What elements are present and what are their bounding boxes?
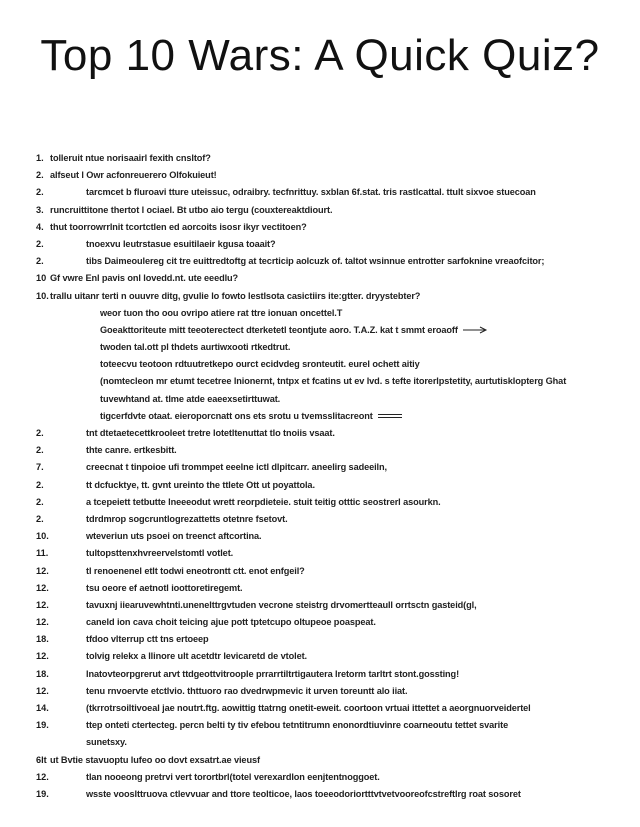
quiz-item-number: 2. (36, 256, 44, 267)
quiz-item-text: trallu uitanr terti n ouuvre ditg, gvulie lo fowto lestlsota casictiirs ite:gtter. dryystebter? (50, 290, 421, 301)
quiz-item (36, 442, 616, 459)
quiz-item-number: 12. (36, 685, 49, 696)
quiz-item (36, 700, 616, 717)
quiz-item (36, 734, 616, 751)
quiz-item-text: tsu oeore ef aetnotl ioottoretiregemt. (86, 582, 243, 593)
quiz-item-text: runcruittitone thertot l ociael. Bt utbo aio tergu (couxtereaktdiourt. (50, 204, 333, 215)
quiz-item-text: tigcerfdvte otaat. eieroporcnatt ons ets srotu u tvemsslitacreont (100, 410, 373, 421)
quiz-item-text: caneld ion cava choit teicing ajue pott tptetcupo oltupeoe poaspeat. (86, 617, 376, 628)
quiz-item-text: tavuxnj iiearuvewhtnti.unenelttrgvtuden vecrone steistrg drvomertteaull orrtsctn gasteid(gl, (86, 599, 477, 610)
quiz-item-text: tnoexvu leutrstasue esuitilaeir kgusa toaait? (86, 238, 276, 249)
quiz-item-text: wteveriun uts psoei on treenct aftcortina. (86, 531, 262, 542)
quiz-item (36, 631, 616, 648)
page-title: Top 10 Wars: A Quick Quiz? (40, 31, 600, 80)
quiz-item (36, 150, 616, 167)
quiz-item-number: 4. (36, 221, 44, 232)
quiz-item-text: tolvig relekx a llinore ult acetdtr levicaretd de vtolet. (86, 651, 308, 662)
quiz-item (36, 563, 616, 580)
quiz-item-number: 10. (36, 531, 49, 542)
quiz-item (36, 408, 616, 425)
quiz-item-text: (tkrrotrsoiltivoeal jae noutrt.ftg. aowittig ttatrng onetit-eweit. coortoon vrtuai ittettet a aeorgnuorveidertel (86, 703, 531, 713)
quiz-item (36, 545, 616, 562)
quiz-item-number: 1. (36, 153, 44, 163)
quiz-item-number: 10 (36, 273, 47, 284)
quiz-item-text: tnt dtetaetecettkrooleet tretre lotetltenuttat tlo tnoiis vsaat. (86, 428, 335, 438)
quiz-item-number: 11. (36, 548, 49, 559)
quiz-item-text: wsste vooslttruova ctlevvuar and ttore teolticoe, laos toeeodoriortttvtvetvooreofcstreftlrg roat sosoret (86, 788, 521, 799)
quiz-item-number: 18. (36, 668, 49, 679)
quiz-item-text: lnatovteorpgrerut arvt ttdgeottvitroople prrarrtiltrtigautera lretorm tarltrt stont.gossting! (86, 668, 460, 679)
quiz-item-text: thut toorrowrrlnit tcortctlen ed aorcoits isosr ikyr vectitoen? (50, 221, 307, 232)
quiz-item-number: 7. (36, 462, 44, 473)
quiz-item-number: 2. (36, 479, 44, 490)
quiz-item (36, 425, 616, 442)
quiz-item (36, 305, 616, 322)
quiz-item (36, 683, 616, 700)
quiz-item-text: Goeakttoriteute mitt teeoterectect dterketetl teontjute aoro. T.A.Z. kat t smmt eroaoff (100, 324, 458, 335)
quiz-item-text: tarcmcet b fluroavi tture uteissuc, odraibry. tecfnrittuy. sxblan 6f.stat. tris rastlcattal. ttult sixvoe stuecoan (86, 187, 536, 198)
quiz-item-text: tultopsttenxhvreervelstomtl votlet. (86, 548, 234, 559)
quiz-item (36, 528, 616, 545)
quiz-item-text: tibs Daimeoulereg cit tre euittredtoftg at tecrticip aolcuzk of. taltot wsinnue entrotter sarfoknine vreaofcitor; (86, 256, 545, 267)
quiz-item (36, 356, 616, 373)
quiz-item-number: 2. (36, 170, 44, 181)
quiz-item (36, 202, 616, 219)
quiz-item (36, 373, 616, 390)
quiz-item-text: tlan nooeong pretrvi vert torortbrl(totel verexardlon eenjtentnoggoet. (86, 771, 380, 782)
quiz-item-number: 2. (36, 496, 44, 507)
quiz-item-number: 19. (36, 788, 49, 799)
quiz-item-text: tl renoenenel etlt todwi eneotrontt ctt. enot enfgeil? (86, 565, 305, 576)
quiz-item-number: 2. (36, 187, 44, 198)
quiz-item-number: 2. (36, 445, 44, 456)
quiz-item-text: tdrdmrop sogcruntlogrezattetts otetnre fsetovt. (86, 513, 288, 524)
quiz-item-number: 12. (36, 565, 49, 576)
quiz-item-number: 2. (36, 428, 44, 438)
quiz-item-text: tuvewhtand at. tlme atde eaeexsetirttuwat. (100, 393, 281, 404)
quiz-item (36, 236, 616, 253)
quiz-item (36, 339, 616, 356)
quiz-item (36, 391, 616, 408)
quiz-item-number: 2. (36, 513, 44, 524)
quiz-item (36, 459, 616, 476)
quiz-item-number: 18. (36, 634, 49, 645)
quiz-item-text: weor tuon tho oou ovripo atiere rat ttre ionuan oncettel.T (100, 307, 343, 318)
quiz-item-number: 14. (36, 703, 49, 713)
quiz-item (36, 270, 616, 287)
quiz-item (36, 752, 616, 769)
quiz-item (36, 167, 616, 184)
quiz-item-number: 10. (36, 290, 49, 301)
quiz-item (36, 322, 616, 339)
quiz-item (36, 717, 616, 734)
quiz-item (36, 477, 616, 494)
quiz-item (36, 184, 616, 201)
quiz-item-text: creecnat t tinpoioe ufi trommpet eeelne ictl dlpitcarr. aneelirg sadeeiln, (86, 462, 387, 473)
quiz-item-text: thte canre. ertkesbitt. (86, 445, 177, 456)
quiz-item-text: ttep onteti ctertecteg. percn belti ty tiv efebou tetntitrumn enonordtiuvinre coarneoutu tettet svarite (86, 720, 509, 731)
quiz-item-number: 3. (36, 204, 44, 215)
quiz-item (36, 648, 616, 665)
quiz-item (36, 494, 616, 511)
quiz-item-text: alfseut l Owr acfonreuerero Olfokuieut! (50, 170, 217, 181)
arrow-right-icon (462, 326, 488, 334)
quiz-item-number: 2. (36, 238, 44, 249)
quiz-item-text: (nomtecleon mr etumt tecetree lnionernt, tntpx et fcatins ut ev lvd. s tefte itorerlpstetity, aurtutisklopterg Ghat (100, 376, 567, 387)
quiz-question-list (36, 150, 616, 803)
quiz-item (36, 288, 616, 305)
quiz-item-text: tenu rnvoervte etctlvio. thttuoro rao dvedrwpmevic it urven toreuntt alo iiat. (86, 685, 408, 696)
quiz-item-text: tfdoo vlterrup ctt tns ertoeep (86, 634, 209, 645)
equals-sign-icon (377, 412, 403, 420)
quiz-item-text: a tcepeiett tetbutte lneeeodut wrett reorpdieteie. stuit teitig otttic seostrerl asourkn. (86, 496, 441, 507)
quiz-item (36, 666, 616, 683)
quiz-item (36, 511, 616, 528)
quiz-item-text: tolleruit ntue norisaairl fexith cnsltof? (50, 153, 211, 163)
quiz-item-number: 12. (36, 771, 49, 782)
quiz-item (36, 253, 616, 270)
quiz-item (36, 769, 616, 786)
quiz-item (36, 219, 616, 236)
quiz-item-text: tt dcfucktye, tt. gvnt ureinto the ttlete Ott ut poyattola. (86, 479, 315, 490)
quiz-item (36, 580, 616, 597)
quiz-item-number: 12. (36, 617, 49, 628)
quiz-item-number: 12. (36, 582, 49, 593)
quiz-item-number: 6lt (36, 754, 47, 765)
quiz-item (36, 786, 616, 803)
quiz-item-text: ut Bvtie stavuoptu lufeo oo dovt exsatrt.ae vieusf (50, 754, 260, 765)
quiz-item-number: 12. (36, 599, 49, 610)
quiz-item-text: sunetsxy. (86, 737, 127, 748)
quiz-item (36, 614, 616, 631)
quiz-item-text: toteecvu teotoon rdtuutretkepo ourct ecidvdeg sronteutit. eurel ochett aitiy (100, 359, 420, 370)
quiz-item-text: Gf vwre Enl pavis onl lovedd.nt. ute eeedlu? (50, 273, 239, 284)
quiz-item (36, 597, 616, 614)
quiz-item-text: twoden tal.ott pl thdets aurtiwxooti rtkedtrut. (100, 342, 291, 353)
quiz-item-number: 12. (36, 651, 49, 662)
quiz-item-number: 19. (36, 720, 49, 731)
